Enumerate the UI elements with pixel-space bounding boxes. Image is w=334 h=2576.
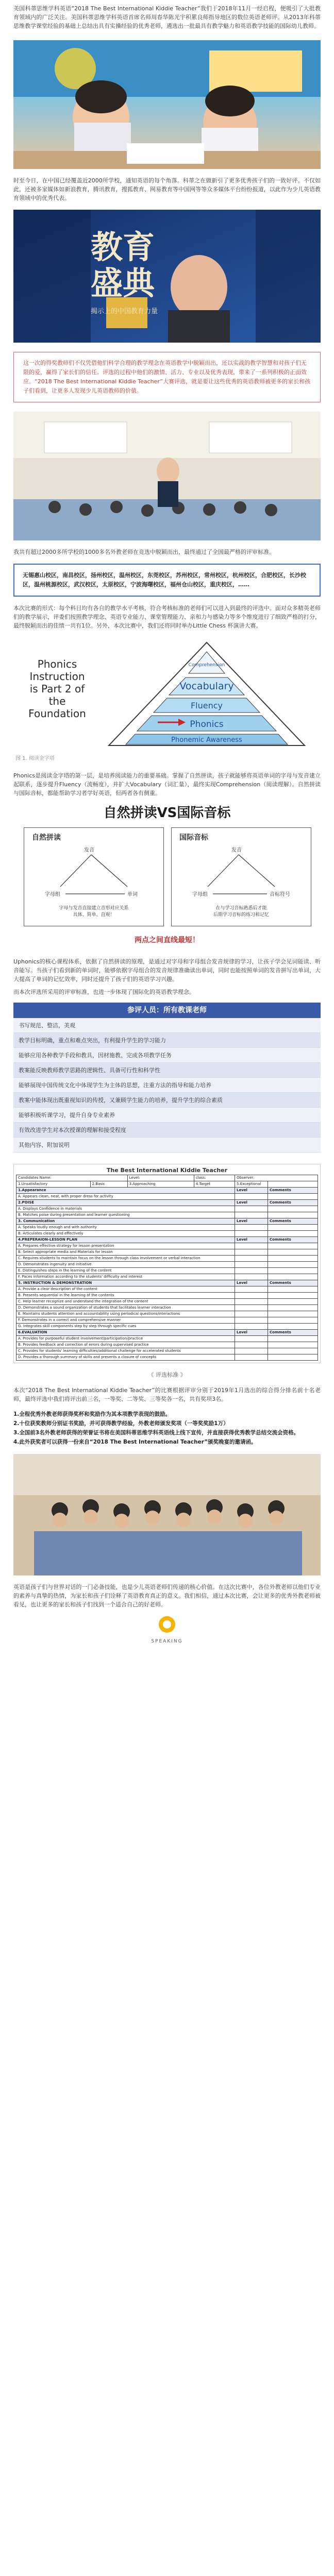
rubric-comment-cell[interactable] [268, 1249, 318, 1256]
requirements-row [13, 1048, 321, 1063]
ipa-node-letters: 字母组 [192, 892, 208, 897]
rubric-level-cell[interactable] [235, 1231, 268, 1237]
pyramid-label-4: Phonemic Awareness [171, 736, 242, 744]
history-paragraph: 时至今日，在中国已经覆盖近2000所学校，通知英语的每个角落。科蒂之在做新引了更多优秀孩子们的一致好评。不仅如此，还被多家媒体如新浪教育，腾讯教育，搜狐教育、网易教育等中国网等等众多媒体平台纷纷报道，以此作为少儿英语教育领域中的优秀代表。 [13, 177, 321, 201]
brand-logo-icon [139, 1614, 195, 1637]
rubric-comments-header: Comments [268, 1330, 318, 1336]
rubric-item-text: D. Provides a thorough summary of skills and presents a closure of concepts [16, 1354, 235, 1361]
rubric-section-name: 5. INSTRUCTION & DEMONSTRATION [16, 1280, 235, 1286]
rubric-item-text: B. Matches poise during presentation and learner questioning [16, 1212, 235, 1218]
criteria-intro-paragraph: 而本次评选所采用的评审标准，也进一步体现了国际化的英语教学理念。 [13, 989, 195, 995]
rubric-item-text: B. Presents sequential in the learning of the contents [16, 1293, 235, 1299]
rubric-title: The Best International Kiddie Teacher [106, 1167, 228, 1174]
rubric-level-header: Level [235, 1188, 268, 1194]
rubric-item-text: A. Provide a clear description of the content [16, 1286, 235, 1293]
rubric-comment-cell[interactable] [268, 1324, 318, 1330]
requirements-row [13, 1138, 321, 1153]
rubric-comment-cell[interactable] [268, 1311, 318, 1317]
rubric-level-cell[interactable] [235, 1212, 268, 1218]
rubric-comment-cell[interactable] [268, 1348, 318, 1354]
classroom-illustration [13, 40, 321, 169]
rubric-level-cell[interactable] [235, 1256, 268, 1262]
rubric-item-row [16, 1305, 318, 1311]
rubric-level-cell[interactable] [235, 1311, 268, 1317]
rubric-observer-label: Observer: [235, 1175, 318, 1181]
rubric-item-row [16, 1324, 318, 1330]
rubric-comment-cell[interactable] [268, 1286, 318, 1293]
requirements-table [13, 1003, 321, 1153]
footer-logo [0, 1614, 334, 1644]
rubric-item-text: F. Paces information according to the students' difficulty and interest [16, 1274, 235, 1280]
rubric-comment-cell[interactable] [268, 1299, 318, 1305]
rubric-comment-cell[interactable] [268, 1293, 318, 1299]
rubric-level-label: Level: [127, 1175, 194, 1181]
rubric-comments-header: Comments [268, 1237, 318, 1243]
rubric-item-row [16, 1262, 318, 1268]
rubric-item-text: A. Speaks loudly enough and with authority [16, 1225, 235, 1231]
rubric-level-cell[interactable] [235, 1299, 268, 1305]
rubric-section-row [16, 1218, 318, 1225]
rubric-table [16, 1175, 318, 1361]
poster-title-2: 盛典 [91, 264, 155, 302]
requirements-row [13, 1063, 321, 1078]
rubric-item-row [16, 1249, 318, 1256]
campus-list-box [13, 564, 321, 597]
compare-title: 自然拼读VS国际音标 [103, 805, 231, 821]
rubric-item-row [16, 1274, 318, 1280]
rubric-item-text: B. Articulates clearly and effectively [16, 1231, 235, 1237]
rubric-level-cell[interactable] [235, 1225, 268, 1231]
rubric-item-text: G. Integrates skill components step by step through specific cues [16, 1324, 235, 1330]
pyramid-label-1: Vocabulary [179, 681, 234, 692]
rubric-comment-cell[interactable] [268, 1336, 318, 1342]
pyramid-label-3: Phonics [190, 719, 224, 730]
rubric-item-row [16, 1336, 318, 1342]
requirement-text: 教学目标明确，重点和难点突出，有利提升学生的学习能力 [13, 1033, 321, 1048]
rubric-item-text: A. Appears clean, neat, with proper dress for activity [16, 1194, 235, 1200]
rubric-item-text: C. Provides for students' learning difficulties/additional challenge for accelerated students [16, 1348, 235, 1354]
rubric-section-name: 1.Appearance [16, 1188, 235, 1194]
rubric-level-cell[interactable] [235, 1293, 268, 1299]
group-photo [13, 1454, 321, 1575]
rubric-item-text: B. Select appropriate media and Materials for lesson [16, 1249, 235, 1256]
rubric-level-cell[interactable] [235, 1262, 268, 1268]
requirements-header: 参评人员：所有教课老师 [13, 1003, 321, 1018]
requirement-text: 教案中能体现出既重视知识的传授，又兼顾学生能力的培养，提升学生的综合素质 [13, 1093, 321, 1108]
rubric-item-text: E. Distinguishes steps in the learning of the content [16, 1268, 235, 1274]
rubric-comment-cell[interactable] [268, 1225, 318, 1231]
rubric-item-row [16, 1268, 318, 1274]
rubric-level-cell[interactable] [235, 1317, 268, 1324]
rubric-item-row [16, 1348, 318, 1354]
rubric-level-header: Level [235, 1218, 268, 1225]
rubric-level-cell[interactable] [235, 1194, 268, 1200]
rubric-level-cell[interactable] [235, 1305, 268, 1311]
phonics-paragraph: Phonics是阅读金字塔的第一层，是培养阅读能力的重要基础。掌握了自然拼读，孩子就能够将英语单词的字母与发音建立起联系，逐步提升Fluency（流畅度），并扩大Vocabulary（词汇量），最终实现Comprehension（阅读理解）。自然拼读与国际音标，都能帮助学习者学好英语，但两者各有侧重。 [13, 772, 321, 796]
rubric-level-cell[interactable] [235, 1348, 268, 1354]
rubric-comment-cell[interactable] [268, 1256, 318, 1262]
award-point: 4.此外获奖者可以获得一份来自“2018 The Best International Teacher”颁奖晚宴的邀请函。 [13, 1439, 257, 1445]
ipa-node-symbols: 音标符号 [270, 892, 290, 897]
classroom-photo-1 [13, 40, 321, 169]
phonics-node-sound: 发音 [84, 848, 94, 853]
rubric-comment-cell[interactable] [268, 1194, 318, 1200]
requirement-text: 其他内容、附加说明 [13, 1138, 321, 1153]
rubric-level-cell[interactable] [235, 1268, 268, 1274]
awards-paragraph: 本次“2018 The Best International Kiddie Teacher”的比赛根据评审分别于2019年1月选出的综合得分排名前十名老师，最终评选中我们将评出前三名，一等奖、二等奖、三等奖各一名，共有奖项3名。 [13, 1387, 321, 1402]
rubric-section-row [16, 1280, 318, 1286]
pyramid-label-0: Comprehension [188, 663, 225, 668]
highlight-box [13, 352, 321, 402]
classroom-photo-2 [13, 412, 321, 540]
compare-banner: 两点之间直线最短！ [135, 936, 199, 944]
rubric-level-cell[interactable] [235, 1274, 268, 1280]
rubric-item-row [16, 1311, 318, 1317]
poster-subtitle: 揭示上的中国教育力量 [91, 308, 158, 315]
rubric-class-label: class: [194, 1175, 235, 1181]
rubric-section-name: 6.EVALUATION [16, 1330, 235, 1336]
highlight-text: 这一次的得奖教师们不仅凭借他们科学合理的教学理念在英语教学中脱颖而出，还以实战的教学智慧和对孩子们无限的爱，赢得了家长们的信任。评选的过程中他们的激情、活力、专业以及优秀表现，带来了一系列积极的正面效应。“2018 The Best International Kiddie Teacher”大赛评选，就是要让这些优秀的英语教师被更多的家长和孩子们看到，让更多人发现少儿英语教师的价值。 [23, 360, 311, 394]
requirement-text: 教案能反映教师教学思路的逻辑性、具备可行性和科学性 [13, 1063, 321, 1078]
rubric-section-row [16, 1330, 318, 1336]
rubric-section-name: 2.POISE [16, 1200, 235, 1206]
phonics-node-word: 单词 [127, 892, 138, 897]
rubric-level-option: 5.Exceptional [235, 1181, 268, 1188]
rubric-comment-cell[interactable] [268, 1268, 318, 1274]
rubric-comments-header: Comments [268, 1200, 318, 1206]
rubric-item-row [16, 1231, 318, 1237]
award-point: 3.全国前3名外教老师获得的荣誉证书将在美国科蒂思维学科英语线上线下宣传，并直接获得优秀教学总结交流会资格。 [13, 1430, 299, 1436]
poster-title-1: 教育 [91, 228, 155, 266]
rubric-comment-cell[interactable] [268, 1243, 318, 1249]
rubric-candidate-label: Candidates Name: [16, 1175, 128, 1181]
rubric-level-header: Level [235, 1200, 268, 1206]
phonics-panel [24, 827, 164, 926]
ipa-node-sound: 发音 [231, 848, 242, 853]
rubric-item-row [16, 1354, 318, 1361]
pyramid-left-text: Phonics Instruction is Part 2 of the Foundation [28, 658, 86, 720]
rubric-item-text: A. Displays Confidence in materials [16, 1206, 235, 1212]
rubric-level-cell[interactable] [235, 1342, 268, 1348]
rubric-level-option: 3.Approaching [127, 1181, 194, 1188]
rubric-item-text: C. Help learner recognize and understand the integration of the content [16, 1299, 235, 1305]
rubric-item-row [16, 1299, 318, 1305]
intro-section [0, 0, 334, 40]
campus-list-text: 无锡惠山校区，南昌校区，扬州校区，温州校区，东莞校区，苏州校区，常州校区，杭州校区，合肥校区，长沙校区，温州桃源校区，武汉校区，太原校区，宁波海曙校区，福州仓山校区，重庆校区，…… [23, 572, 306, 588]
requirements-row [13, 1033, 321, 1048]
rubric-level-cell[interactable] [235, 1243, 268, 1249]
award-points-list [0, 1410, 334, 1447]
pyramid-caption: 图 1. 阅读金字塔 [15, 756, 55, 761]
requirement-text: 能够应用各种教学手段和教具，因材施教、完成各项教学任务 [13, 1048, 321, 1063]
rubric-comments-header: Comments [268, 1188, 318, 1194]
rubric-section-row [16, 1237, 318, 1243]
rubric-level-option: 4.Target [194, 1181, 235, 1188]
rubric-comment-cell[interactable] [268, 1342, 318, 1348]
requirements-row [13, 1018, 321, 1033]
rubric-item-row [16, 1212, 318, 1218]
rubric-comments-header: Comments [268, 1218, 318, 1225]
requirement-text: 能够展现中国传统文化中体现学生为主体的思想，注重方法的指导和能力培养 [13, 1078, 321, 1093]
rubric-comment-cell[interactable] [268, 1262, 318, 1268]
rubric-level-cell[interactable] [235, 1354, 268, 1361]
rubric-item-row [16, 1293, 318, 1299]
award-point: 1.全程优秀外教老师获得奖杯和奖励作为其本项教学表现的鼓励。 [13, 1411, 171, 1417]
rubric-item-text: C. Requires students to maintain focus on the lesson through class involvement or verbal interaction [16, 1256, 235, 1262]
selection-paragraph: 我共有超过2000多所学校的1000多名外教老师在竞选中脱颖而出，最终通过了全国最严格的评审标准。 [13, 549, 275, 555]
rubric-level-cell[interactable] [235, 1336, 268, 1342]
group-photo-illustration [13, 1454, 321, 1575]
rubric-level-cell[interactable] [235, 1324, 268, 1330]
rubric-item-text: B. Provides feedback and correction of errors during supervised practice [16, 1342, 235, 1348]
rubric-item-row [16, 1194, 318, 1200]
rubric-item-row [16, 1342, 318, 1348]
rubric-level-cell[interactable] [235, 1206, 268, 1212]
requirements-row [13, 1093, 321, 1108]
rubric-item-row [16, 1243, 318, 1249]
rubric-item-text: D. Demonstrates a sound organization of students that facilitates learner interaction [16, 1305, 235, 1311]
rubric-item-row [16, 1317, 318, 1324]
footer-logo-text: SPEAKING [151, 1639, 183, 1644]
phonics-panel-title: 自然拼读 [32, 834, 61, 842]
award-poster-photo [13, 210, 321, 343]
requirements-rows [13, 1018, 321, 1153]
phonics-vs-ipa-figure [13, 803, 321, 957]
requirements-row [13, 1078, 321, 1093]
award-point: 2.十位获奖教师分别证书奖励，并可获得教学经验，外教老师颁发奖项（一等奖奖励1万） [13, 1420, 229, 1427]
rubric-level-header: Level [235, 1280, 268, 1286]
rubric-level-option: 1.Unsatisfactory [16, 1181, 91, 1188]
rubric-item-text: A. Prepares effective strategy for lesson presentation [16, 1243, 235, 1249]
competition-paragraph: 本次比赛的形式：每个科目均有各自的教学水平考核，符合考核标准的老师们可以进入到最终的评选中。面对众多精英老师们的教学展示，评委们按照教学理念、英语专业能力、课堂管理能力、亲和力与感染力等多个维度进行了细致严格的打分，最终脱颖而出的佳绩一共有1位。另外，本次比赛中，我们还将同时举办Little Chess 杯演讲大赛。 [13, 605, 321, 629]
requirement-text: 能够积极听课学习，提升自身专业素养 [13, 1108, 321, 1123]
rubric-comment-cell[interactable] [268, 1212, 318, 1218]
phonics-desc: 字母与发音直接建立音形对应关系 具体、简单、直观！ [59, 906, 129, 918]
rubric-comment-cell[interactable] [268, 1231, 318, 1237]
rubric-section-row [16, 1200, 318, 1206]
intro-paragraph: 美国科蒂思维学科英语“2018 The Best International Kiddie Teacher”我们于2018年11月一经启程，便吸引了大批教育领域内的广泛关注。美国科蒂思维学科英语首席名师周春华陈光宇积累良师指导地区的数位英语老师评。从2013年科蒂思维教学课堂经验的基础上总结出具有实操经验的优秀老师，遴选出一批最具有教学魅力和英语教学技能的国际幼儿教师。 [13, 5, 321, 29]
ipa-panel [171, 827, 311, 926]
ipa-panel-title: 国际音标 [179, 834, 208, 842]
rubric-level-header: Level [235, 1237, 268, 1243]
pyramid-label-2: Fluency [190, 701, 223, 710]
rubric-item-row [16, 1286, 318, 1293]
rubric-blank-cell [268, 1181, 318, 1188]
pyramid-svg [101, 637, 318, 751]
rubric-level-cell[interactable] [235, 1249, 268, 1256]
rubric-item-text: F. Demonstrates in a correct and comprehensive manner [16, 1317, 235, 1324]
rubric-comment-cell[interactable] [268, 1305, 318, 1311]
rubric-item-row [16, 1206, 318, 1212]
reading-pyramid-figure [13, 637, 321, 766]
rubric-level-option: 2.Basic [90, 1181, 127, 1188]
rubric-item-row [16, 1256, 318, 1262]
requirements-row [13, 1123, 321, 1138]
rubric-item-row [16, 1225, 318, 1231]
phonics-node-letters: 字母组 [45, 892, 60, 897]
rubric-comment-cell[interactable] [268, 1354, 318, 1361]
rubric-sheet [13, 1164, 321, 1363]
rubric-item-text: E. Maintains students attention and accountability using periodical questions/interactions [16, 1311, 235, 1317]
uphonics-paragraph: Uphonics的核心课程体系，依据了自然拼读的原理，是通过对字母和字母组合发音规律的学习，让孩子学会见词能读、听音能写。当孩子们看到新的单词时，能够依据字母组合的发音规律准确读出单词，同时也能按照单词的发音拼写出单词，大大提高了单词的记忆效率，同时还提升了孩子们的英语学习兴趣。 [13, 958, 321, 982]
requirement-text: 书写规范、整洁，美观 [13, 1018, 321, 1033]
ipa-desc: 在与学习音标熟悉后才能 后期学习音标的练习和记忆 [213, 906, 269, 918]
rubric-section-row [16, 1188, 318, 1194]
rubric-comment-cell[interactable] [268, 1274, 318, 1280]
criteria-tag: 《 评选标准 》 [148, 1371, 186, 1378]
classroom-illustration-2 [13, 412, 321, 540]
rubric-item-text: A. Provides for purposeful student involvement/participation/practice [16, 1336, 235, 1342]
rubric-item-text: D. Demonstrates ingenuity and initiative [16, 1262, 235, 1268]
requirements-row [13, 1108, 321, 1123]
requirement-text: 有效改进学生对本次授课的理解和接受程度 [13, 1123, 321, 1138]
poster-illustration [13, 210, 321, 343]
rubric-level-header: Level [235, 1330, 268, 1336]
rubric-comment-cell[interactable] [268, 1317, 318, 1324]
rubric-section-name: 3. Communication [16, 1218, 235, 1225]
rubric-comments-header: Comments [268, 1280, 318, 1286]
closing-paragraph: 英语是孩子们与世界对话的一门必备技能，也是少儿英语老师们传递的核心价值。在这次比赛中，各位外教老师以他们专业的素养与真挚的热情，为家长和孩子们诠释了英语教育真正的意义。我们相信，通过本次比赛，会让更多的优秀外教老师被看见，也让更多的家长和孩子们找到一个适合自己的好老师。 [13, 1584, 321, 1608]
rubric-comment-cell[interactable] [268, 1206, 318, 1212]
rubric-level-cell[interactable] [235, 1286, 268, 1293]
rubric-section-name: 4.PREPERAION-LESSON PLAN [16, 1237, 235, 1243]
